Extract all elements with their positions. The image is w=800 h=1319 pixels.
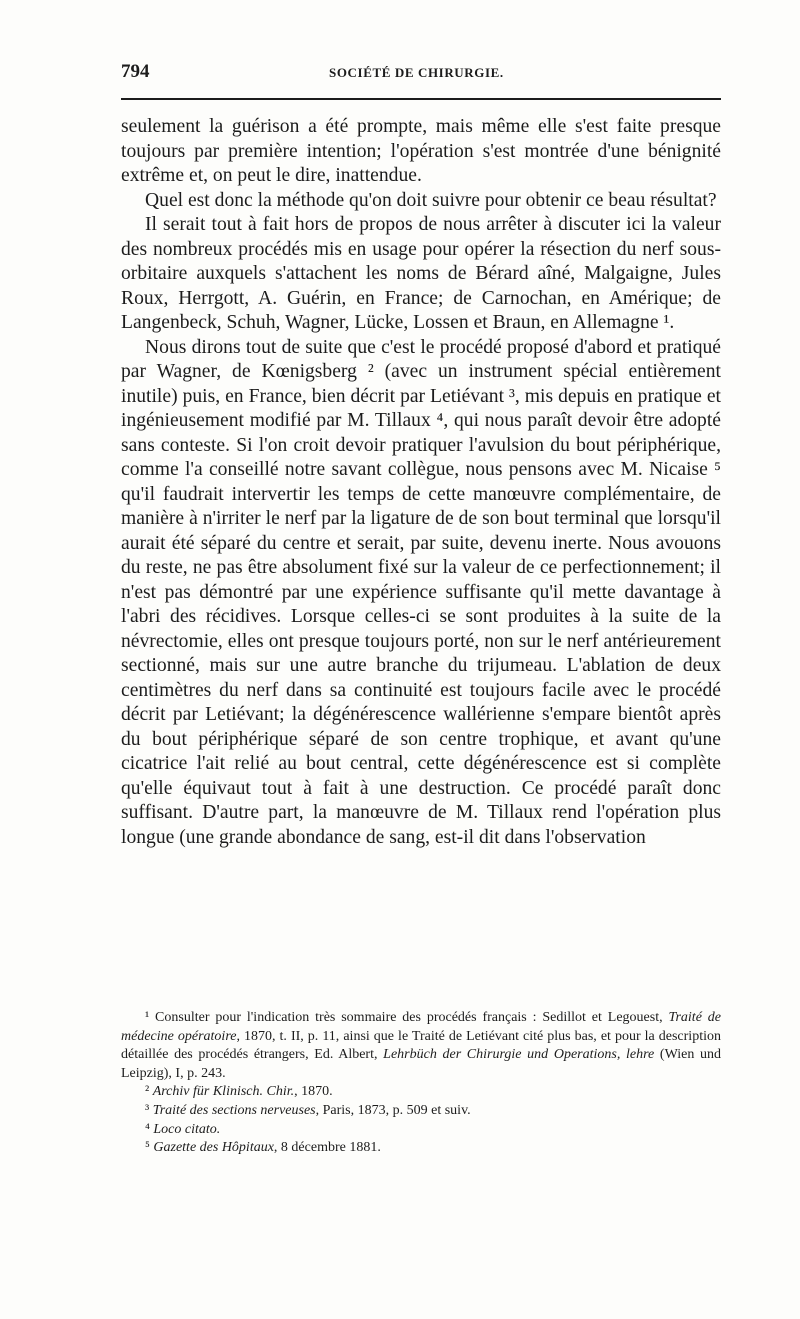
footnote-marker: ² [145, 1084, 153, 1100]
paragraph: Quel est donc la méthode qu'on doit suivre pour obtenir ce beau résultat? [145, 189, 717, 211]
footnote-4 [121, 1121, 721, 1140]
footnote-text: , 1870. [294, 1084, 333, 1100]
footnote-3 [121, 1102, 721, 1121]
page-number: 794 [121, 61, 150, 82]
body-text [121, 115, 721, 850]
footnote-text: , Paris, 1873, p. 509 et suiv. [315, 1102, 471, 1118]
footnote-marker: ³ [145, 1102, 153, 1118]
footnote-text: , 8 décembre 1881. [273, 1140, 381, 1156]
footnotes [121, 1009, 721, 1158]
paragraph: Nous dirons tout de suite que c'est le procédé proposé d'abord et pratiqué par Wagner, de Kœnigsberg ² (avec un instrument spécial entièrement inutile) puis, en France, bien décrit par Letiévant ³, mis depuis en pratique et ingénieusement modifié par M. Tillaux ⁴, qui nous paraît devoir être adopté sans conteste. Si l'on croit devoir pratiquer l'avulsion du bout périphérique, comme l'a conseillé notre savant collègue, nous pensons avec M. Nicaise ⁵ qu'il faudrait intervertir les temps de cette manœuvre complémentaire, de manière à n'irriter le nerf par la ligature de de son bout terminal que lorsqu'il aurait été séparé du centre et serait, par suite, devenu inerte. Nous avouons du reste, ne pas être absolument fixé sur la valeur de ce perfectionnement; il n'est pas démontré par une expérience suffisante qu'il mette davantage à l'abri des récidives. Lorsque celles-ci se sont produites à la suite de la névrectomie, elles ont presque toujours porté, non sur le nerf antérieurement sectionné, mais sur une autre branche du trijumeau. L'ablation de deux centimètres du nerf dans sa continuité est toujours facile avec le procédé décrit par Letiévant; la dégénérescence wallérienne s'empare bientôt après du bout périphérique séparé de son centre trophique, et avant qu'une cicatrice l'ait relié au bout central, cette dégénérescence est si complète qu'elle équivaut tout à fait à une destruction. Ce procédé paraît donc suffisant. D'autre part, la manœuvre de M. Tillaux rend l'opération plus longue (une grande abondance de sang, est-il dit dans l'observation [121, 336, 721, 848]
footnote-text: , 1870, t. II, p. 11, ainsi que le Traité de Letiévant cité plus bas, et pour la description détaillée des procédés étrangers, Ed. Albert, [121, 1028, 721, 1063]
footnote-title: Gazette des Hôpitaux [153, 1140, 274, 1156]
footnote-title: Loco citato. [153, 1121, 221, 1137]
footnote-title: Archiv für Klinisch. Chir. [152, 1084, 295, 1100]
running-title: SOCIÉTÉ DE CHIRURGIE. [329, 65, 504, 80]
footnote-marker: ⁵ [145, 1140, 154, 1156]
book-page [121, 58, 721, 1156]
footnote-title: Traité de médecine opératoire [121, 1010, 721, 1044]
paragraph: seulement la guérison a été prompte, mais même elle s'est faite presque toujours par première intention; l'opération s'est montrée d'une bénignité extrême et, on peut le dire, inattendue. [121, 116, 721, 186]
footnote-5 [121, 1139, 721, 1158]
page-header [121, 58, 721, 88]
header-rule [121, 98, 721, 100]
paragraph: Il serait tout à fait hors de propos de nous arrêter à discuter ici la valeur des nombreux procédés mis en usage pour opérer la résection du nerf sous-orbitaire auxquels s'attachent les noms de Bérard aîné, Malgaigne, Jules Roux, Herrgott, A. Guérin, en France; de Carnochan, en Amérique; de Langenbeck, Schuh, Wagner, Lücke, Lossen et Braun, en Allemagne ¹. [121, 214, 721, 333]
footnote-1 [121, 1009, 721, 1083]
footnote-marker: ⁴ [145, 1121, 154, 1137]
footnote-text: (Wien und Leipzig), I, p. 243. [121, 1047, 721, 1081]
footnote-title: Lehrbüch der Chirurgie und Operations, lehre [383, 1047, 655, 1063]
footnote-text: ¹ Consulter pour l'indication très sommaire des procédés français : Sedillot et Legouest, [145, 1010, 669, 1025]
footnote-2 [121, 1083, 721, 1102]
footnote-title: Traité des sections nerveuses [152, 1102, 316, 1118]
